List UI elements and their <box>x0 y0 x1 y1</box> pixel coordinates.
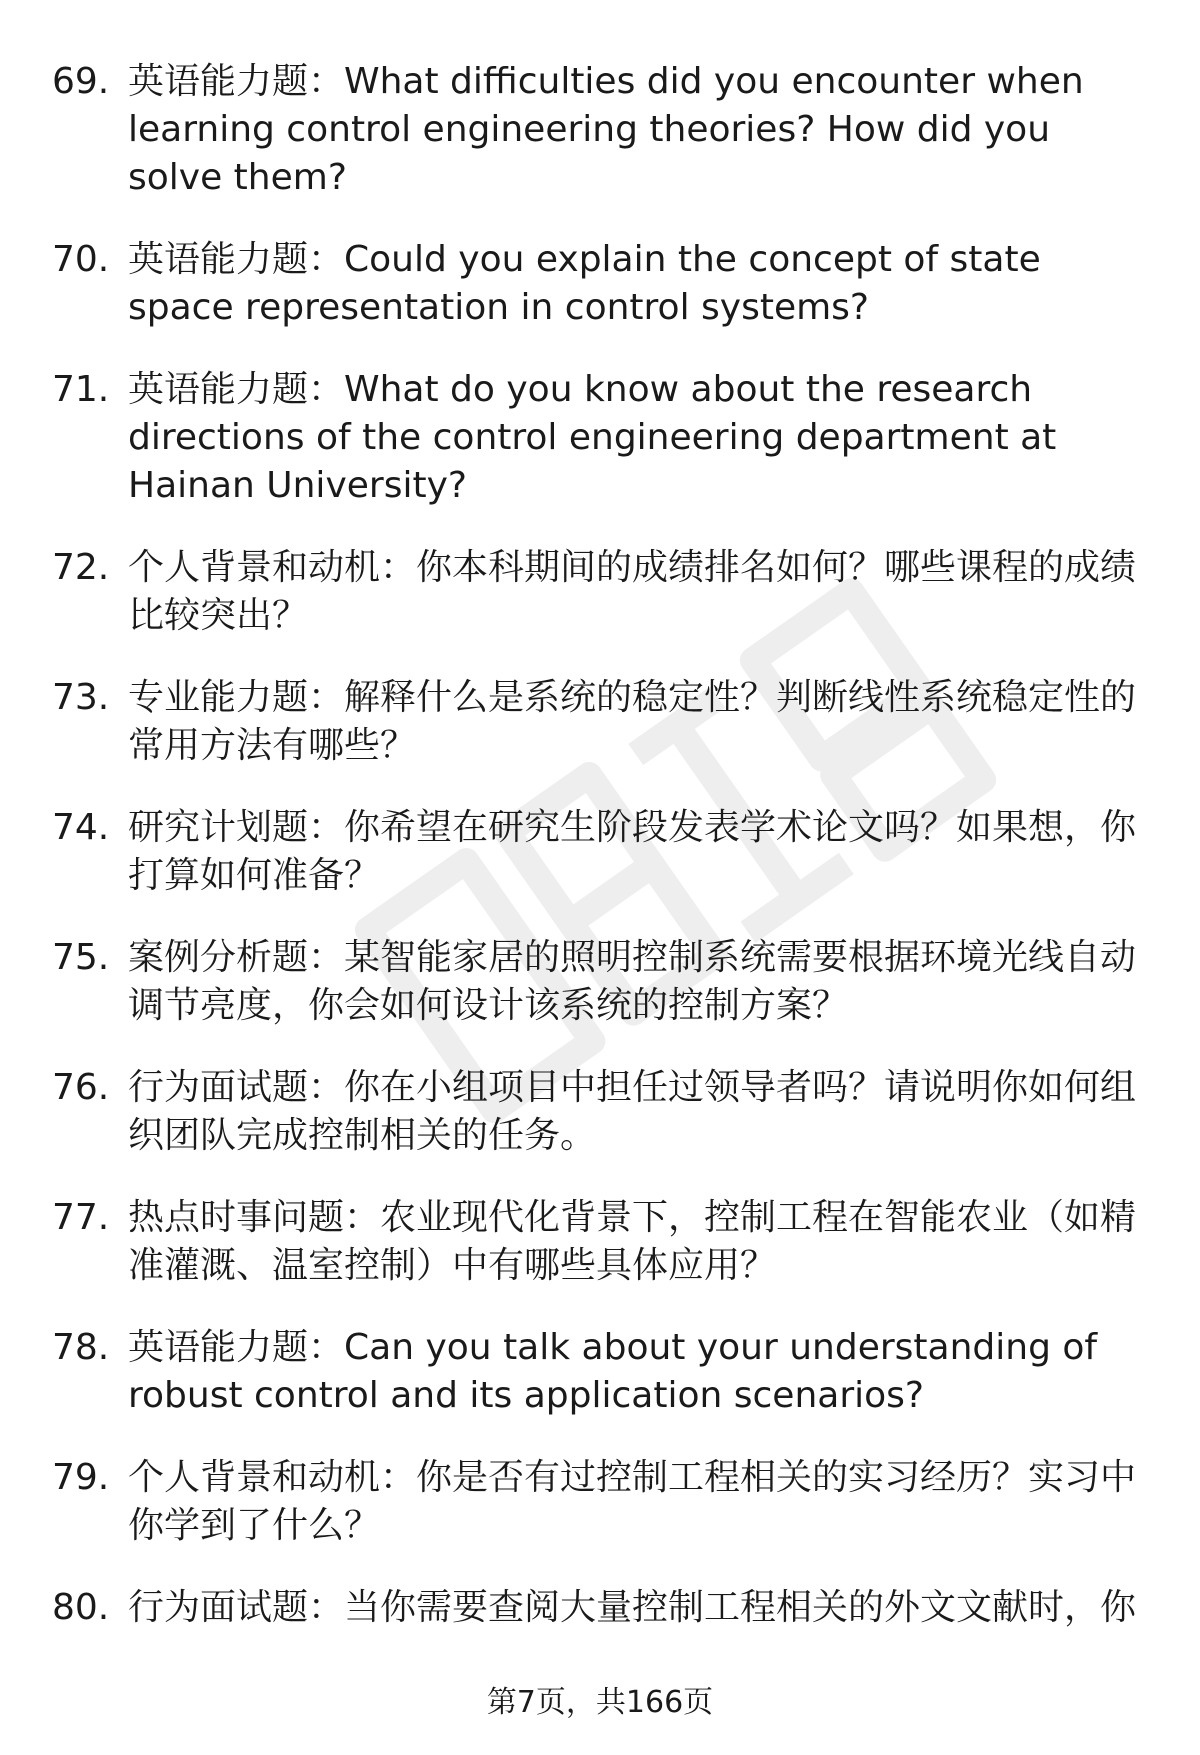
question-text: 你本科期间的成绩排名如何？哪些课程的成绩比较突出？ <box>128 547 1137 636</box>
question-number: 74. <box>52 807 110 848</box>
question-number: 72. <box>52 547 110 588</box>
question-text: 你是否有过控制工程相关的实习经历？实习中你学到了什么？ <box>128 1457 1137 1546</box>
question-category: 热点时事问题： <box>128 1197 381 1238</box>
question-category: 案例分析题： <box>128 937 345 978</box>
page-number-label: 第7页，共166页 <box>486 1685 714 1720</box>
question-number: 75. <box>52 937 110 978</box>
question-text: 解释什么是系统的稳定性？判断线性系统稳定性的常用方法有哪些？ <box>128 677 1137 766</box>
question-number: 76. <box>52 1067 110 1108</box>
question-number: 79. <box>52 1457 110 1498</box>
question-category: 英语能力题： <box>128 239 345 280</box>
question-number: 71. <box>52 369 110 410</box>
question-text: 你希望在研究生阶段发表学术论文吗？如果想，你打算如何准备？ <box>128 807 1137 896</box>
question-body <box>128 1584 1152 1632</box>
question-list <box>52 58 1152 1666</box>
list-item <box>52 544 1152 640</box>
question-text: 某智能家居的照明控制系统需要根据环境光线自动调节亮度，你会如何设计该系统的控制方案？ <box>128 937 1137 1026</box>
question-body <box>128 1194 1152 1290</box>
question-category: 研究计划题： <box>128 807 345 848</box>
question-category: 个人背景和动机： <box>128 1457 417 1498</box>
question-body <box>128 58 1152 202</box>
list-item <box>52 804 1152 900</box>
question-body <box>128 544 1152 640</box>
question-category: 英语能力题： <box>128 1327 345 1368</box>
question-category: 行为面试题： <box>128 1067 345 1108</box>
question-text: 农业现代化背景下，控制工程在智能农业（如精准灌溉、温室控制）中有哪些具体应用？ <box>128 1197 1137 1286</box>
question-body <box>128 934 1152 1030</box>
list-item <box>52 1064 1152 1160</box>
question-text: 当你需要查阅大量控制工程相关的外文文献时，你 <box>344 1587 1137 1628</box>
list-item <box>52 674 1152 770</box>
question-text: Can you talk about your understanding of robust control and its application scenarios? <box>128 1327 1098 1416</box>
question-number: 77. <box>52 1197 110 1238</box>
question-body <box>128 1454 1152 1550</box>
list-item <box>52 366 1152 510</box>
list-item <box>52 934 1152 1030</box>
question-category: 专业能力题： <box>128 677 345 718</box>
question-text: What do you know about the research directions of the control engineering department at Hainan University? <box>128 369 1057 506</box>
question-text: Could you explain the concept of state space representation in control systems? <box>128 239 1041 328</box>
question-number: 80. <box>52 1587 110 1628</box>
list-item <box>52 1584 1152 1632</box>
question-text: 你在小组项目中担任过领导者吗？请说明你如何组织团队完成控制相关的任务。 <box>128 1067 1137 1156</box>
question-number: 69. <box>52 61 110 102</box>
question-body <box>128 674 1152 770</box>
list-item <box>52 1194 1152 1290</box>
question-number: 78. <box>52 1327 110 1368</box>
list-item <box>52 1324 1152 1420</box>
list-item <box>52 236 1152 332</box>
question-number: 73. <box>52 677 110 718</box>
question-category: 个人背景和动机： <box>128 547 417 588</box>
question-body <box>128 1324 1152 1420</box>
question-category: 英语能力题： <box>128 61 345 102</box>
question-body <box>128 1064 1152 1160</box>
question-body <box>128 804 1152 900</box>
list-item <box>52 1454 1152 1550</box>
list-item <box>52 58 1152 202</box>
question-number: 70. <box>52 239 110 280</box>
question-body <box>128 236 1152 332</box>
question-category: 行为面试题： <box>128 1587 345 1628</box>
question-body <box>128 366 1152 510</box>
question-category: 英语能力题： <box>128 369 345 410</box>
page-footer <box>0 1683 1200 1723</box>
question-text: What difficulties did you encounter when learning control engineering theories? How did you solve them? <box>128 61 1084 198</box>
